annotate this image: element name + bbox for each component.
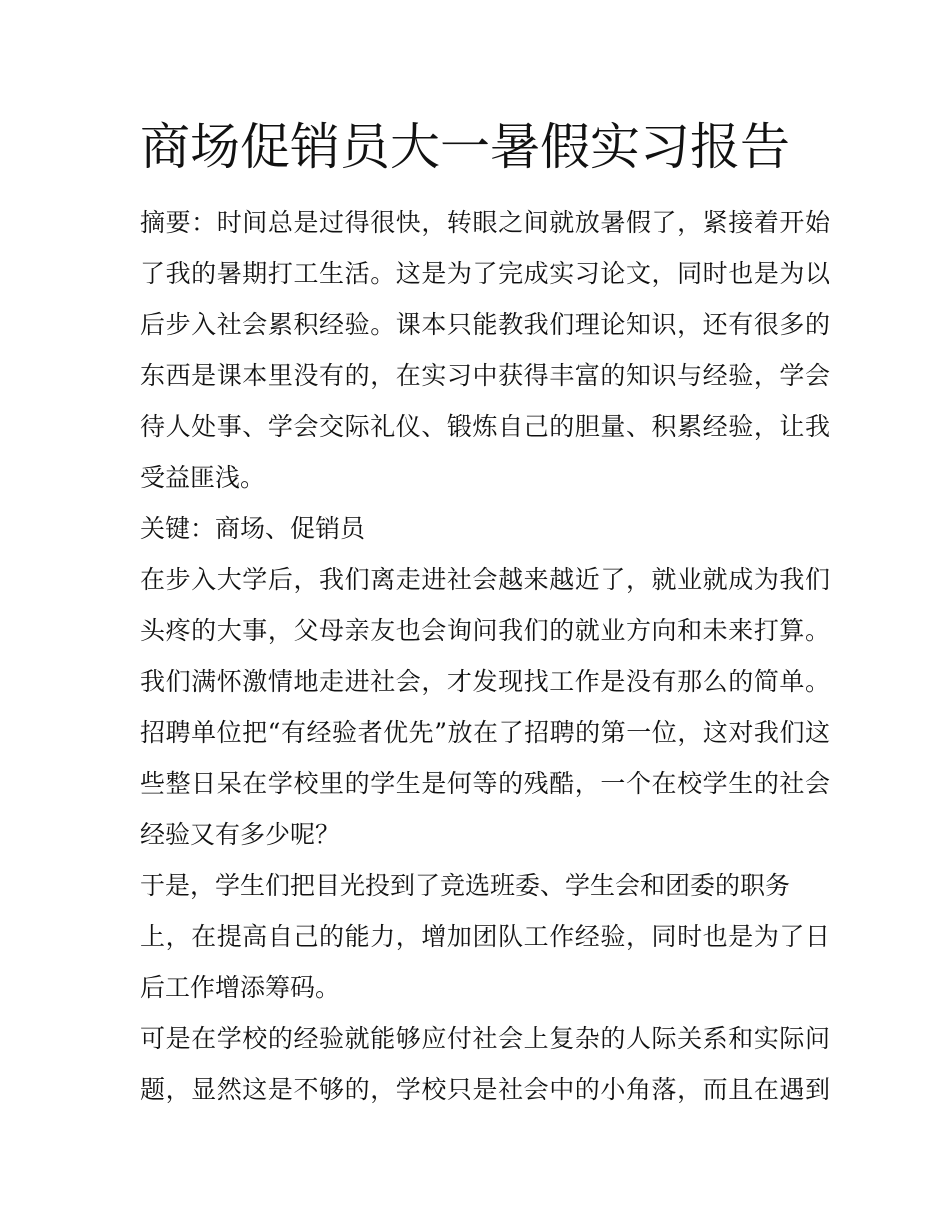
- body-line-11: 招聘单位把“有经验者优先”放在了招聘的第一位，这对我们这: [140, 718, 830, 747]
- body-line-9: 头疼的大事，父母亲友也会询问我们的就业方向和未来打算。: [140, 616, 830, 645]
- body-line-18: 题，显然这是不够的，学校只是社会中的小角落，而且在遇到: [140, 1075, 830, 1104]
- keywords-line: 关键：商场、促销员: [140, 514, 366, 543]
- body-line-13: 经验又有多少呢？: [140, 820, 341, 849]
- body-line-16: 后工作增添筹码。: [140, 973, 341, 1002]
- body-line-15: 上，在提高自己的能力，增加团队工作经验，同时也是为了日: [140, 922, 830, 951]
- body-line-14: 于是，学生们把目光投到了竞选班委、学生会和团委的职务: [140, 871, 791, 900]
- body-line-8: 在步入大学后，我们离走进社会越来越近了，就业就成为我们: [140, 565, 830, 594]
- body-line-12: 些整日呆在学校里的学生是何等的残酷，一个在校学生的社会: [140, 769, 830, 798]
- body-line-10: 我们满怀激情地走进社会，才发现找工作是没有那么的简单。: [140, 667, 830, 696]
- body-line-4: 东西是课本里没有的，在实习中获得丰富的知识与经验，学会: [140, 361, 830, 390]
- body-line-3: 后步入社会累积经验。课本只能教我们理论知识，还有很多的: [140, 310, 830, 339]
- body-line-2: 了我的暑期打工生活。这是为了完成实习论文，同时也是为以: [140, 259, 830, 288]
- body-line-6: 受益匪浅。: [140, 463, 266, 492]
- body-line-5: 待人处事、学会交际礼仪、锻炼自己的胆量、积累经验，让我: [140, 412, 830, 441]
- document-title: 商场促销员大一暑假实习报告: [140, 118, 790, 176]
- body-line-17: 可是在学校的经验就能够应付社会上复杂的人际关系和实际问: [140, 1024, 830, 1053]
- body-line-1: 摘要：时间总是过得很快，转眼之间就放暑假了，紧接着开始: [140, 208, 830, 237]
